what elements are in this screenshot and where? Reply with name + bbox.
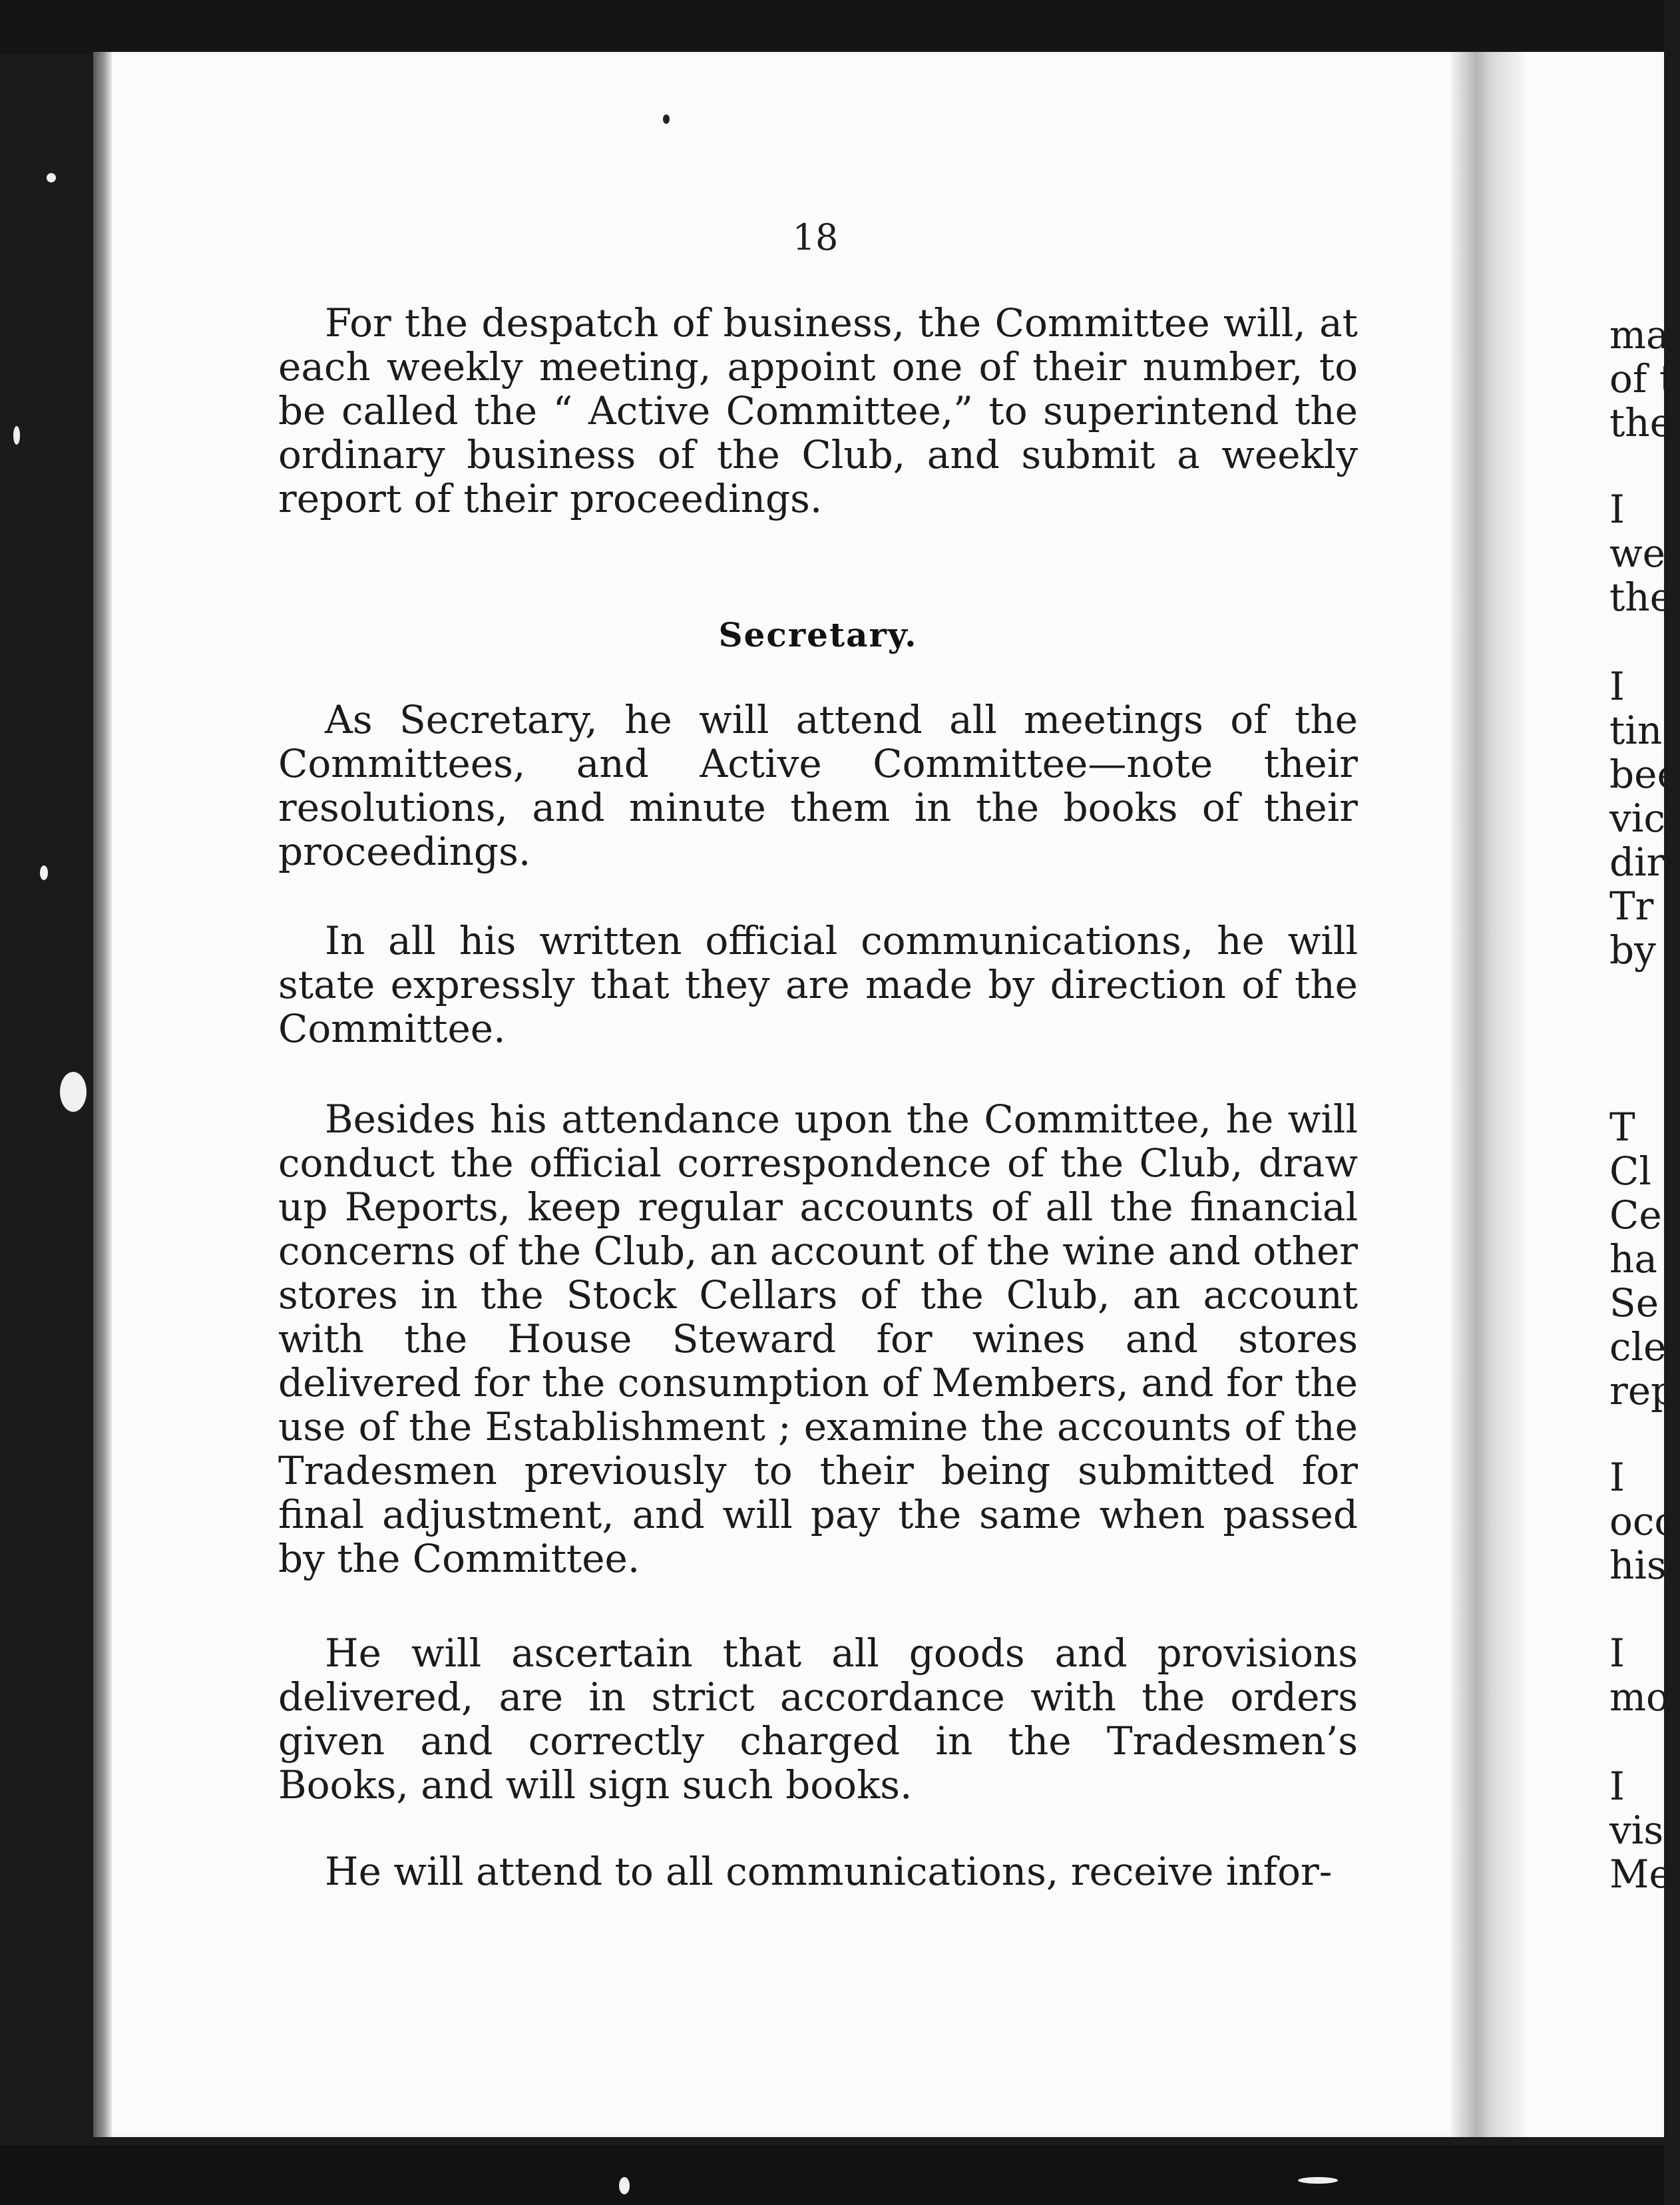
scan-speck <box>40 865 48 880</box>
fragment-line: T <box>1609 1104 1635 1150</box>
fragment-line: the <box>1609 575 1673 620</box>
fragment-line: mo <box>1609 1674 1669 1720</box>
fragment-line: by <box>1609 927 1656 973</box>
fragment-line: I <box>1609 487 1625 532</box>
scan-speck <box>1298 2177 1338 2184</box>
fragment-line: dir <box>1609 840 1665 885</box>
book-gutter <box>1451 52 1524 2137</box>
fragment-line: occ <box>1609 1499 1676 1544</box>
fragment-line: I <box>1609 1455 1625 1500</box>
right-page-fragment-7 <box>1609 1764 1672 1896</box>
fragment-line: ma <box>1609 312 1669 358</box>
right-page-fragment-5 <box>1609 1455 1676 1587</box>
paragraph-attend <box>278 1849 1358 1893</box>
fragment-line: ha <box>1609 1236 1657 1282</box>
fragment-line: Me <box>1609 1851 1672 1897</box>
paragraph-committee <box>278 301 1358 521</box>
fragment-line: Ce <box>1609 1192 1662 1238</box>
right-page-fragment-2 <box>1609 487 1673 619</box>
right-page-fragment-6 <box>1609 1631 1669 1719</box>
paragraph-text: He will ascertain that all goods and provisions delivered, are in strict accordance with the orders given and correctly charged in the Tradesmen’s Books, and will sign such books. <box>278 1630 1358 1808</box>
fragment-line: vic <box>1609 796 1665 841</box>
scan-border-top <box>0 0 1664 53</box>
paragraph-correspondence <box>278 1097 1358 1581</box>
scan-border-bottom <box>0 2145 1664 2205</box>
fragment-line: Tr <box>1609 883 1654 929</box>
paragraph-secretary-duties <box>278 698 1358 873</box>
right-page-fragment-1 <box>1609 313 1675 445</box>
fragment-line: Cl <box>1609 1148 1651 1194</box>
scan-speck <box>47 173 56 182</box>
fragment-line: cle <box>1609 1324 1667 1369</box>
fragment-line: tin <box>1609 708 1663 753</box>
section-heading: Secretary. <box>718 615 918 654</box>
paragraph-text: As Secretary, he will attend all meetings of the Committees, and Active Committee—note their resolutions, and minute them in the books of their proceedings. <box>278 697 1358 874</box>
fragment-line: I <box>1609 664 1625 709</box>
page-number: 18 <box>792 216 839 258</box>
scan-speck <box>619 2177 630 2194</box>
right-page-fragment-4 <box>1609 1105 1675 1413</box>
fragment-line: we <box>1609 531 1665 576</box>
fragment-line: rep <box>1609 1368 1676 1413</box>
paragraph-text: For the despatch of business, the Committee will, at each weekly meeting, appoint one of their number, to be called the “ Active Committee,” to superintend the ordinary business of the Club, and submit a weekly report of their proceedings. <box>278 300 1358 521</box>
fragment-line: I <box>1609 1764 1625 1809</box>
ink-dot <box>663 115 670 124</box>
fragment-line: Se <box>1609 1280 1659 1326</box>
fragment-line: the <box>1609 400 1673 445</box>
fragment-line: of t <box>1609 356 1675 401</box>
fragment-line: vis <box>1609 1808 1664 1853</box>
paragraph-text: In all his written official communications, he will state expressly that they are made by direction of the Committee. <box>278 918 1358 1051</box>
paragraph-text: Besides his attendance upon the Committee, he will conduct the official correspondence of the Club, draw up Reports, keep regular accounts of all the financial concerns of the Club, an account of the wine and other stores in the Stock Cellars of the Club, an account with the House Steward for wines and stores delivered for the consumption of Members, and for the use of the Establishment ; examine the accounts of the Tradesmen previously to their being submitted for final adjustment, and will pay the same when passed by the Committee. <box>278 1097 1358 1581</box>
scan-speck <box>13 426 20 445</box>
fragment-line: his <box>1609 1543 1667 1588</box>
right-page-fragment-3 <box>1609 664 1680 972</box>
fragment-line: bee <box>1609 752 1680 797</box>
fragment-line: I <box>1609 1630 1625 1676</box>
paragraph-goods <box>278 1631 1358 1807</box>
paragraph-communications <box>278 919 1358 1051</box>
page-edge-shadow <box>93 52 112 2137</box>
paragraph-text: He will attend to all communications, receive infor- <box>325 1849 1333 1894</box>
scan-speck <box>60 1072 87 1112</box>
